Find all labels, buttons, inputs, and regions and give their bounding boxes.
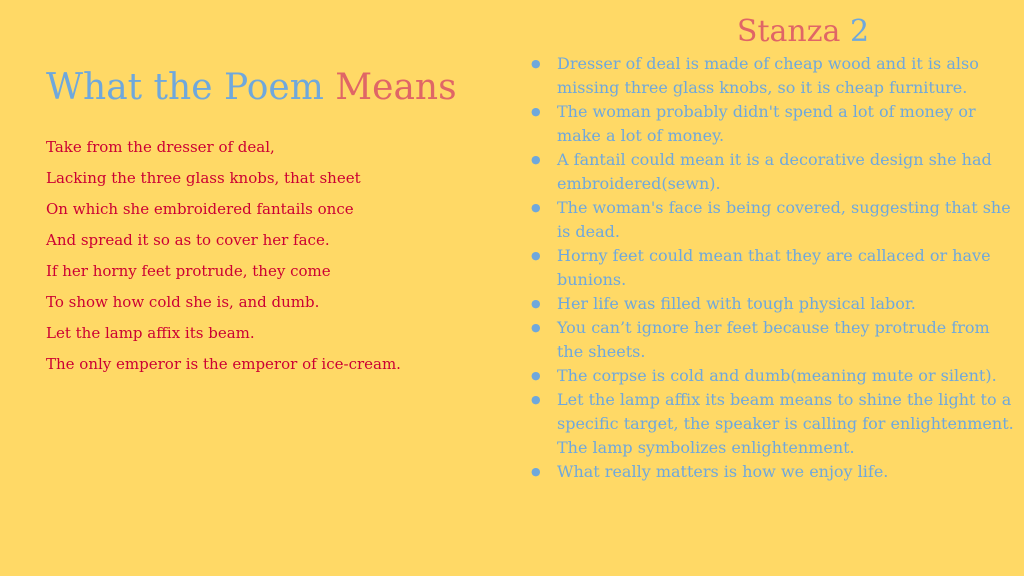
bullet-icon: ● <box>531 321 541 334</box>
list-item <box>528 148 1016 196</box>
list-item-text: Dresser of deal is made of cheap wood and it is also missing three glass knobs, so it is cheap furniture. <box>557 54 979 97</box>
poem-line: Take from the dresser of deal, <box>46 138 275 156</box>
bullet-icon: ● <box>531 57 541 70</box>
list-item-text: The woman probably didn't spend a lot of money or make a lot of money. <box>557 102 976 145</box>
list-item-text: Let the lamp affix its beam means to shine the light to a specific target, the speaker is calling for enlightenment. The lamp symbolizes enlightenment. <box>557 390 1014 457</box>
bullet-icon: ● <box>531 105 541 118</box>
stanza-number: 2 <box>849 14 870 49</box>
list-item <box>528 52 1016 100</box>
bullet-icon: ● <box>531 249 541 262</box>
interpretation-list <box>528 52 1016 484</box>
title-part-accent: Means <box>335 67 457 108</box>
bullet-icon: ● <box>531 201 541 214</box>
poem-line: On which she embroidered fantails once <box>46 200 354 218</box>
list-item-text: The woman's face is being covered, suggesting that she is dead. <box>557 198 1011 241</box>
list-item-text: What really matters is how we enjoy life. <box>557 462 889 481</box>
bullet-icon: ● <box>531 297 541 310</box>
bullet-icon: ● <box>531 369 541 382</box>
page-title <box>46 62 506 114</box>
stanza-word: Stanza <box>736 14 850 49</box>
left-column <box>46 62 506 380</box>
poem-line: Lacking the three glass knobs, that sheet <box>46 169 361 187</box>
list-item <box>528 292 1016 316</box>
list-item-text: You can’t ignore her feet because they protrude from the sheets. <box>557 318 990 361</box>
list-item <box>528 196 1016 244</box>
list-item <box>528 244 1016 292</box>
title-part-plain: What the Poem <box>46 67 336 108</box>
poem-line: If her horny feet protrude, they come <box>46 262 331 280</box>
list-item <box>528 316 1016 364</box>
poem-line: And spread it so as to cover her face. <box>46 231 330 249</box>
poem-line: To show how cold she is, and dumb. <box>46 293 320 311</box>
bullet-icon: ● <box>531 153 541 166</box>
list-item <box>528 100 1016 148</box>
list-item <box>528 364 1016 388</box>
list-item-text: A fantail could mean it is a decorative design she had embroidered(sewn). <box>557 150 992 193</box>
stanza-heading <box>590 12 1016 52</box>
list-item-text: The corpse is cold and dumb(meaning mute or silent). <box>557 366 997 385</box>
bullet-icon: ● <box>531 393 541 406</box>
poem-line: Let the lamp affix its beam. <box>46 324 255 342</box>
poem-line: The only emperor is the emperor of ice-cream. <box>46 355 401 373</box>
poem-text <box>46 132 506 380</box>
bullet-icon: ● <box>531 465 541 478</box>
list-item <box>528 388 1016 460</box>
list-item <box>528 460 1016 484</box>
list-item-text: Horny feet could mean that they are callaced or have bunions. <box>557 246 991 289</box>
list-item-text: Her life was filled with tough physical labor. <box>557 294 916 313</box>
right-column <box>528 12 1016 484</box>
